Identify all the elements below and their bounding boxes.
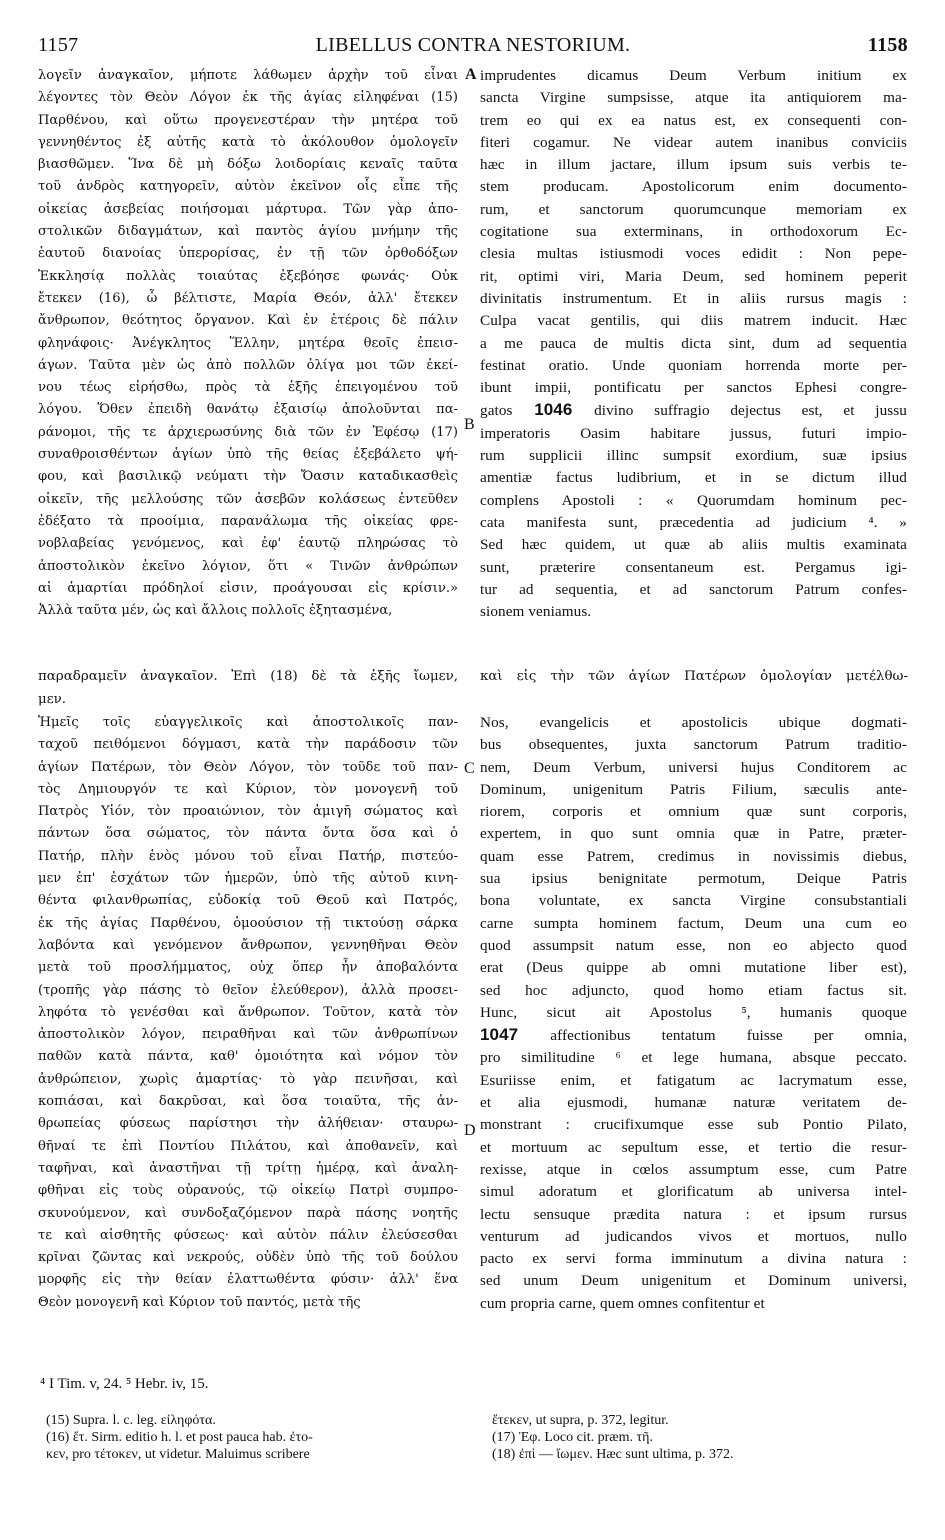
text-line: cogitatione sua exterminans, in orthodoxorum Ec- [480, 223, 907, 241]
text-line: κοπιάσαι, καὶ δακρῦσαι, καὶ ὅσα τοιαῦτα, τῆς ἀν- [38, 1094, 458, 1110]
left-page-number: 1157 [38, 34, 79, 56]
text-line: ἐκ τῆς ἁγίας Παρθένου, ὁμοούσιον τῇ τικτούσῃ σάρκα [38, 915, 458, 931]
text-line: amentiæ factus ludibrium, et in se dictum illud [480, 469, 907, 487]
text-line: ibunt impii, pontificatu per sanctos Ephesi congre- [480, 379, 907, 397]
text-line: τοῦ ἀνδρὸς κατηγορεῖν, αὐτὸν ἐκεῖνον οἷς εἶπε τῆς [38, 179, 458, 195]
text-line: riorem, corporis et omnium quæ sunt corporis, [480, 803, 907, 821]
margin-letter-d: D [464, 1122, 476, 1139]
text-line: nem, Deum Verbum, universi hujus Conditorem ac [480, 758, 907, 776]
critical-notes-right [492, 1412, 902, 1463]
text-fragment: divino suffragio dejectus est, et jussu [594, 402, 907, 420]
text-line: trem eo qui ex ea natus est, ex consequenti con- [480, 111, 907, 129]
right-page-number: 1158 [867, 34, 908, 56]
text-line: rexisse, atque in cœlos assumptum esse, cum Patre [480, 1160, 907, 1178]
text-line: divinitatis instrumentum. Et in aliis rursus magis : [480, 289, 907, 307]
greek-spanning-line [38, 669, 908, 691]
span-line-left: παραδραμεῖν ἀναγκαῖον. Ἐπὶ (18) δὲ τὰ ἑξῆς ἴωμεν, [38, 669, 458, 684]
text-line: quam esse Patrem, credimus in novissimis diebus, [480, 847, 907, 865]
text-line: θέντα φιλανθρωπίας, εὐδοκίᾳ τοῦ Θεοῦ καὶ Πατρός, [38, 893, 458, 909]
text-line: sancta Virgine sumpsisse, atque ita antiquiorem ma- [480, 89, 907, 107]
text-line: Πατήρ, πλὴν ἑνὸς μόνου τοῦ εἶναι Πατήρ, πιστεύο- [38, 848, 458, 864]
text-line: κρῖναι ζῶντας καὶ νεκρούς, οὐδὲν ὑπὸ τῆς τοῦ δούλου [38, 1250, 458, 1266]
text-line: Esuriisse enim, et fatigatum ac lacrymatum esse, [480, 1071, 907, 1089]
text-line: clesia multas istiusmodi voces edidit : Non pepe- [480, 245, 907, 263]
text-line [480, 1024, 907, 1047]
text-line: simul adoratum et glorificatum ab universa intel- [480, 1183, 907, 1201]
text-line: ἀνθρώπειον, χωρὶς ἁμαρτίας· τὸ γὰρ πεινῆσαι, καὶ [38, 1071, 458, 1087]
text-line: οἰκεῖν, τῆς μελλούσης τῶν ἀσεβῶν κολάσεως ἐντεῦθεν [38, 491, 458, 507]
note-line: ἔτεκεν, ut supra, p. 372, legitur. [492, 1413, 669, 1428]
text-line: fiteri cogamur. Ne videar autem inanibus conviciis [480, 133, 907, 151]
text-line: rit, optimi viri, Maria Deum, sed hominem peperit [480, 267, 907, 285]
text-line: φου, καὶ βασιλικῷ νεύματι τὴν Ὄασιν καταδικασθεὶς [38, 469, 458, 485]
latin-column-block-1 [480, 65, 907, 623]
text-line: νου τέως εἰρήσθω, πρὸς τὰ ἑξῆς ἐπειγομένου τοῦ [38, 380, 458, 396]
text-line: σκυνούμενον, καὶ συνδοξαζόμενον παρὰ πάσης νοητῆς [38, 1205, 458, 1221]
text-line: λαβόντα καὶ γενόμενον ἄνθρωπον, γεννηθῆναι Θεὸν [38, 937, 458, 953]
text-line: τε καὶ αἰσθητῆς φύσεως· καὶ αὐτὸν πάλιν ἐλεύσεσθαι [38, 1227, 458, 1243]
running-header [38, 34, 908, 58]
text-line: sionem veniamus. [480, 603, 592, 621]
span-line-right: καὶ εἰς τὴν τῶν ἁγίων Πατέρων ὁμολογίαν μετέλθω- [480, 669, 908, 684]
footnote-references: ⁴ I Tim. v, 24. ⁵ Hebr. iv, 15. [40, 1376, 209, 1392]
column-number: 1046 [512, 400, 595, 420]
text-line: rum, et sanctorum quorumcunque memoriam ex [480, 200, 907, 218]
text-line: venturum ad judicandos vivos et mortuos, nullo [480, 1227, 907, 1245]
text-line: ληφότα τὸ γενέσθαι καὶ ἄνθρωπον. Τοῦτον, κατὰ τὸν [38, 1004, 458, 1020]
running-title: LIBELLUS CONTRA NESTORIUM. [315, 34, 631, 56]
text-line: tur ad sequentia, et ad sanctorum Patrum confes- [480, 580, 907, 598]
text-line: τὸς Δημιουργόν τε καὶ Κύριον, τὸν μονογενῆ τοῦ [38, 781, 458, 797]
text-line: complens Apostoli : « Quorumdam hominum pec- [480, 491, 907, 509]
text-line: monstrant : crucifixumque esse sub Pontio Pilato, [480, 1116, 907, 1134]
text-line: οἰκείας ἀσεβείας ποιήσομαι μάρτυρα. Τῶν γὰρ ἀπο- [38, 201, 458, 217]
text-line: λόγου. Ὅθεν ἐπειδὴ θανάτῳ ἐξαισίῳ ἀπολοῦνται πα- [38, 402, 458, 418]
text-line: θῆναί τε ἐπὶ Ποντίου Πιλάτου, καὶ ἀποθανεῖν, καὶ [38, 1138, 458, 1154]
text-line: νοβλαβείας γενόμενος, καὶ ἐφ' ἑαυτῷ πληρώσας τὸ [38, 536, 458, 552]
text-line: rum supplicii illinc sumpsit exordium, suæ ipsius [480, 447, 907, 465]
text-line: φληνάφοις· Ἀνέγκλητος Ἕλλην, μητέρα θεοῖς ἐπεισ- [38, 335, 458, 351]
text-line: ἁγίων Πατέρων, τὸν Θεὸν Λόγον, τὸν τοῦδε τοῦ παν- [38, 759, 458, 775]
margin-letter-c: C [464, 760, 475, 777]
text-line: a me pauca de multis dicta sint, dum ad sequentia [480, 334, 907, 352]
text-line: θρωπείας φύσεως παρίστησι τὴν ἀλήθειαν· σταυρω- [38, 1116, 458, 1132]
text-line: et mortuum ac sepultum esse, et tertio die resur- [480, 1138, 907, 1156]
text-line: (τροπῆς γὰρ πάσης τὸ θεῖον ἐλεύθερον), ἀλλὰ προσει- [38, 982, 458, 998]
text-line: Ἀλλὰ ταῦτα μέν, ὡς καὶ ἄλλοις πολλοῖς ἐξητασμένα, [38, 603, 393, 619]
text-line: γεννηθέντος ἐξ αὐτῆς κατὰ τὸ ἀκόλουθον ὁμολογεῖν [38, 134, 458, 150]
text-line: πάντων ὅσα σώματος, τὸν πάντα ὄντα ὅσα καὶ ὁ [38, 826, 458, 842]
text-line: et alia ejusmodi, humanæ naturæ veritatem de- [480, 1094, 907, 1112]
text-line: sed hoc adjuncto, quod homo etiam factus sit. [480, 981, 907, 999]
text-line: festinat oratio. Unde quoniam horrenda morte per- [480, 356, 907, 374]
text-line: Dominum, unigenitum Patris Filium, sæculis ante- [480, 780, 907, 798]
text-line: sua ipsius benignitate permotum, Deique Patris [480, 870, 907, 888]
text-line: αἱ ἁμαρτίαι πρόδηλοί εἰσιν, προάγουσαι εἰς κρίσιν.» [38, 580, 458, 596]
text-line: quod assumpsit natum esse, non eo abjecto quod [480, 936, 907, 954]
text-line: sunt, præterire consentaneum est. Pergamus igi- [480, 558, 907, 576]
text-line: Ἐκκλησίᾳ πολλὰς τοιαύτας ἐξεβόησε φωνάς· Οὐκ [38, 268, 458, 284]
text-line: erat (Deus quippe ab omni mutatione liber est), [480, 959, 907, 977]
note-line: (18) ἐπὶ — ἴωμεν. Hæc sunt ultima, p. 372. [492, 1447, 734, 1462]
critical-notes-left [46, 1412, 456, 1463]
margin-letter-a: A [465, 66, 477, 83]
text-line: φθῆναι εἰς τοὺς οὐρανούς, τῷ οἰκείῳ Πατρὶ συμπρο- [38, 1183, 458, 1199]
column-number: 1047 [480, 1025, 551, 1045]
text-line: λογεῖν ἀναγκαῖον, μήποτε λάθωμεν ἀρχὴν τοῦ εἶναι [38, 68, 458, 83]
text-line: λέγοντες τὸν Θεὸν Λόγον ἐκ τῆς ἁγίας εἰληφέναι (15) [38, 90, 458, 106]
text-line: ἑαυτοῦ διανοίας ὑπερορίσας, ἐν τῇ τῶν ὀρθοδόξων [38, 246, 458, 262]
text-line: ἀποστολικὸν λόγον, πειραθῆναι καὶ τῶν ἀνθρωπίνων [38, 1027, 458, 1043]
text-fragment: affectionibus tentatum fuisse per omnia, [550, 1027, 907, 1045]
text-line: pacto ex servi forma imminutum a divina natura : [480, 1250, 907, 1268]
greek-column-block-1 [38, 65, 458, 622]
text-line: sed unum Deum unigenitum et Dominum universi, [480, 1272, 907, 1290]
note-line: (17) Ἐφ. Loco cit. præm. τῆ. [492, 1430, 653, 1445]
text-line: hæc in illum jactare, illum ipsum suis verbis te- [480, 156, 907, 174]
text-line: μεν ἐπ' ἐσχάτων τῶν ἡμερῶν, ὑπὸ τῆς αὐτοῦ κινη- [38, 871, 458, 887]
text-line: carne sumpta hominem factum, Deum una cum eo [480, 914, 907, 932]
text-line: ταχοῦ πειθόμενοι δόγμασι, κατὰ τὴν παράδοσιν τῶν [38, 737, 458, 753]
text-line: άγων. Ταῦτα μὲν ὡς ἀπὸ πολλῶν ὀλίγα μοι τῶν ἐκεί- [38, 357, 458, 373]
margin-letter-b: B [464, 416, 475, 433]
text-line: cata manifesta sunt, præcedentia ad judicium ⁴. » [480, 513, 907, 531]
text-line: stem producam. Apostolicorum enim documento- [480, 178, 907, 196]
text-line: μετὰ τοῦ προσλήμματος, οὐχ ὅπερ ἦν ἀποβαλόντα [38, 960, 458, 976]
text-line: pro similitudine ⁶ et lege humana, absque peccato. [480, 1049, 907, 1067]
text-line: ράνομοι, τῆς τε ἀρχιερωσύνης διὰ τῶν ἐν Ἐφέσῳ (17) [38, 424, 458, 440]
text-line: Nos, evangelicis et apostolicis ubique dogmati- [480, 714, 907, 731]
text-line: bus obsequentes, juxta sanctorum Patrum traditio- [480, 736, 907, 754]
text-line: στολικῶν διδαγμάτων, καὶ παντὸς ἁγίου μνήμην τῆς [38, 224, 458, 240]
text-line: ταφῆναι, καὶ ἀναστῆναι τῇ τρίτῃ ἡμέρᾳ, καὶ ἀναλη- [38, 1160, 458, 1176]
text-line: expertem, in quo sunt omnia quæ in Patre, præter- [480, 825, 907, 843]
text-line: Παρθένου, καὶ οὕτω προγενεστέραν τὴν μητέρα τοῦ [38, 112, 458, 128]
text-line: bona voluntate, ex sancta Virgine consubstantiali [480, 892, 907, 910]
text-line: Ἡμεῖς τοῖς εὐαγγελικοῖς καὶ ἀποστολικοῖς παν- [38, 715, 458, 730]
span-line-end: μεν. [38, 692, 67, 707]
note-line: (15) Supra. l. c. leg. εἰληφότα. [46, 1413, 216, 1428]
text-line: ἔτεκεν (16), ὦ βέλτιστε, Μαρία Θεόν, ἀλλ' ἔτεκεν [38, 290, 458, 306]
greek-column-block-2 [38, 712, 458, 1314]
text-line: lectu sensuque prædita natura : et ipsum rursus [480, 1205, 907, 1223]
text-line: Culpa vacat gentilis, qui diis matrem inducit. Hæc [480, 312, 907, 330]
note-line: κεν, pro τέτοκεν, ut videtur. Maluimus scribere [46, 1447, 310, 1462]
text-line: βιασθῶμεν. Ἵνα δὲ μὴ δόξω λοιδορίαις κεναῖς ταῦτα [38, 157, 458, 173]
text-line: συναθροισθέντων ἁγίων ὑπὸ τῆς θείας ἐξεβάλετο ψή- [38, 447, 458, 463]
text-line: imprudentes dicamus Deum Verbum initium ex [480, 67, 907, 84]
text-line [480, 399, 907, 422]
note-line: (16) ἔτ. Sirm. editio h. l. et post pauca hab. ἐτο- [46, 1430, 313, 1445]
text-line: μορφῆς εἰς τὴν θείαν ἐλαττωθέντα φύσιν· ἀλλ' ἕνα [38, 1272, 458, 1288]
text-line: ἀποστολικὸν ἐκεῖνο λόγιον, ὅτι « Τινῶν ἀνθρώπων [38, 558, 458, 574]
text-line: imperatoris Oasim habitare jussus, futuri impio- [480, 424, 907, 442]
text-line: ἐδέξατο τὰ προοίμια, παρανάλωμα τῆς οἰκείας φρε- [38, 513, 458, 529]
text-line: Sed hæc quidem, ut quæ ab aliis multis examinata [480, 536, 907, 554]
text-line: παθῶν κατὰ πάντα, καθ' ὁμοιότητα καὶ νόμον τὸν [38, 1049, 458, 1065]
text-line: ἄνθρωπον, θεότητος ὄργανον. Καὶ ἐν ἑτέροις δὲ πάλιν [38, 313, 458, 329]
text-line: cum propria carne, quem omnes confitentur et [480, 1294, 765, 1312]
text-line: Θεὸν μονογενῆ καὶ Κύριον τοῦ παντός, μετὰ τῆς [38, 1294, 361, 1310]
latin-column-block-2 [480, 712, 907, 1315]
text-line: Hunc, sicut ait Apostolus ⁵, humanis quoque [480, 1003, 907, 1021]
text-line: Πατρὸς Υἱόν, τὸν προαιώνιον, τὸν ἀμιγῆ σώματος καὶ [38, 804, 458, 820]
text-fragment: gatos [480, 402, 513, 420]
